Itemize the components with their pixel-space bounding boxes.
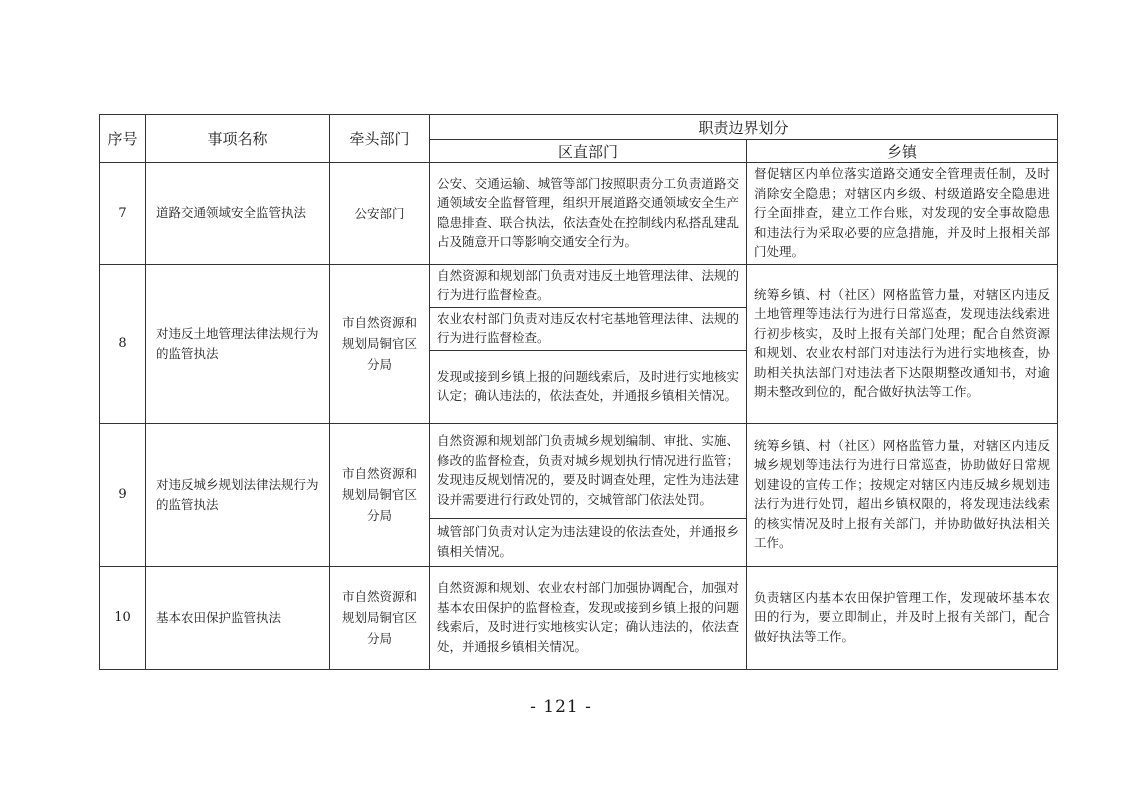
row-item-name: 对违反土地管理法律法规行为的监管执法 — [146, 264, 330, 423]
row-seq: 7 — [100, 163, 146, 265]
row-town-duty: 统筹乡镇、村（社区）网格监管力量，对辖区内违反城乡规划等违法行为进行日常巡查，协助做好日常规划建设的宣传工作；按规定对辖区内违反城乡规划违法行为进行处罚，超出乡镇权限的，将发现违法线索的核实情况及时上报有关部门，并协助做好执法相关工作。 — [747, 423, 1058, 566]
row-seq: 9 — [100, 423, 146, 566]
row-district-duty: 发现或接到乡镇上报的问题线索后，及时进行实地核实认定；确认违法的，依法查处，并通报乡镇相关情况。 — [430, 350, 747, 423]
row-town-duty: 统筹乡镇、村（社区）网格监管力量，对辖区内违反土地管理等违法行为进行日常巡查，发现违法线索进行初步核实，及时上报有关部门处理；配合自然资源和规划、农业农村部门对违法行为进行实地核查，协助相关执法部门对违法者下达限期整改通知书，对逾期未整改到位的，配合做好执法等工作。 — [747, 264, 1058, 423]
page-number: - 121 - — [530, 697, 592, 717]
header-town: 乡镇 — [747, 140, 1058, 163]
row-item-name: 道路交通领域安全监管执法 — [146, 163, 330, 265]
row-item-name: 基本农田保护监管执法 — [146, 566, 330, 669]
responsibility-table — [99, 114, 1058, 670]
row-district-duty: 自然资源和规划、农业农村部门加强协调配合，加强对基本农田保护的监督检查，发现或接到乡镇上报的问题线索后，及时进行实地核实认定；确认违法的，依法查处，并通报乡镇相关情况。 — [430, 566, 747, 669]
table-row — [100, 163, 1058, 265]
header-district-dept: 区直部门 — [430, 140, 747, 163]
row-district-duty: 城管部门负责对认定为违法建设的依法查处，并通报乡镇相关情况。 — [430, 518, 747, 566]
row-item-name: 对违反城乡规划法律法规行为的监管执法 — [146, 423, 330, 566]
header-lead-dept: 牵头部门 — [330, 115, 430, 163]
row-district-duty: 自然资源和规划部门负责对违反土地管理法律、法规的行为进行监督检查。 — [430, 264, 747, 307]
row-town-duty: 督促辖区内单位落实道路交通安全管理责任制，及时消除安全隐患；对辖区内乡级、村级道路安全隐患进行全面排查，建立工作台账，对发现的安全事故隐患和违法行为采取必要的应急措施，并及时上报相关部门处理。 — [747, 163, 1058, 265]
table-row — [100, 264, 1058, 307]
header-row-1 — [100, 115, 1058, 140]
row-lead-dept: 市自然资源和规划局铜官区分局 — [330, 423, 430, 566]
row-town-duty: 负责辖区内基本农田保护管理工作，发现破坏基本农田的行为，要立即制止，并及时上报有关部门，配合做好执法等工作。 — [747, 566, 1058, 669]
header-seq: 序号 — [100, 115, 146, 163]
row-lead-dept: 公安部门 — [330, 163, 430, 265]
row-district-duty: 自然资源和规划部门负责城乡规划编制、审批、实施、修改的监督检查，负责对城乡规划执行情况进行监管；发现违反规划情况的，要及时调查处理，定性为违法建设并需要进行行政处罚的，交城管部门依法处罚。 — [430, 423, 747, 518]
row-seq: 8 — [100, 264, 146, 423]
row-seq: 10 — [100, 566, 146, 669]
row-district-duty: 农业农村部门负责对违反农村宅基地管理法律、法规的行为进行监督检查。 — [430, 307, 747, 350]
row-lead-dept: 市自然资源和规划局铜官区分局 — [330, 566, 430, 669]
row-district-duty: 公安、交通运输、城管等部门按照职责分工负责道路交通领域安全监督管理，组织开展道路交通领域安全生产隐患排查、联合执法，依法查处在控制线内私搭乱建乱占及随意开口等影响交通安全行为。 — [430, 163, 747, 265]
table-row — [100, 423, 1058, 518]
table-row — [100, 566, 1058, 669]
header-item-name: 事项名称 — [146, 115, 330, 163]
header-division: 职责边界划分 — [430, 115, 1058, 140]
row-lead-dept: 市自然资源和规划局铜官区分局 — [330, 264, 430, 423]
